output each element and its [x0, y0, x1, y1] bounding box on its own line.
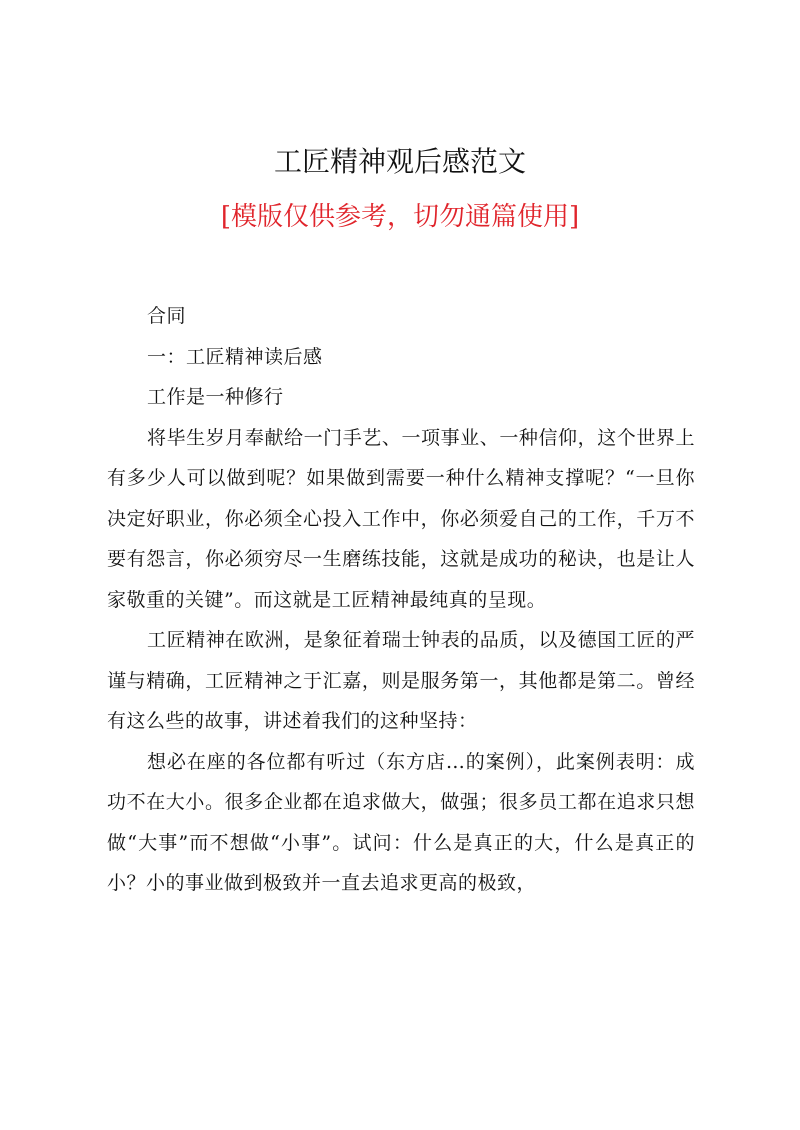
paragraph: 工作是一种修行 [147, 386, 284, 408]
document-body [107, 296, 695, 904]
document-title: 工匠精神观后感范文 [273, 145, 526, 178]
paragraph: 将毕生岁月奉献给一门手艺、一项事业、一种信仰，这个世界上有多少人可以做到呢？如果做到需要一种什么精神支撑呢？“一旦你决定好职业，你必须全心投入工作中，你必须爱自己的工作，千万不要有怨言，你必须穷尽一生磨练技能，这就是成功的秘诀，也是让人家敬重的关键”。而这就是工匠精神最纯真的呈现。 [107, 426, 695, 611]
document-subtitle: [模版仅供参考，切勿通篇使用] [220, 202, 580, 232]
paragraph: 一：工匠精神读后感 [147, 345, 323, 368]
paragraph: 合同 [147, 305, 187, 327]
paragraph: 工匠精神在欧洲，是象征着瑞士钟表的品质，以及德国工匠的严谨与精确，工匠精神之于汇嘉，则是服务第一，其他都是第二。曾经有这么些的故事，讲述着我们的这种坚持： [107, 629, 695, 732]
paragraph: 想必在座的各位都有听过（东方店…的案例），此案例表明：成功不在大小。很多企业都在追求做大，做强；很多员工都在追求只想做“大事”而不想做“小事”。试问：什么是真正的大，什么是真正的小？小的事业做到极致并一直去追求更高的极致， [107, 750, 695, 894]
